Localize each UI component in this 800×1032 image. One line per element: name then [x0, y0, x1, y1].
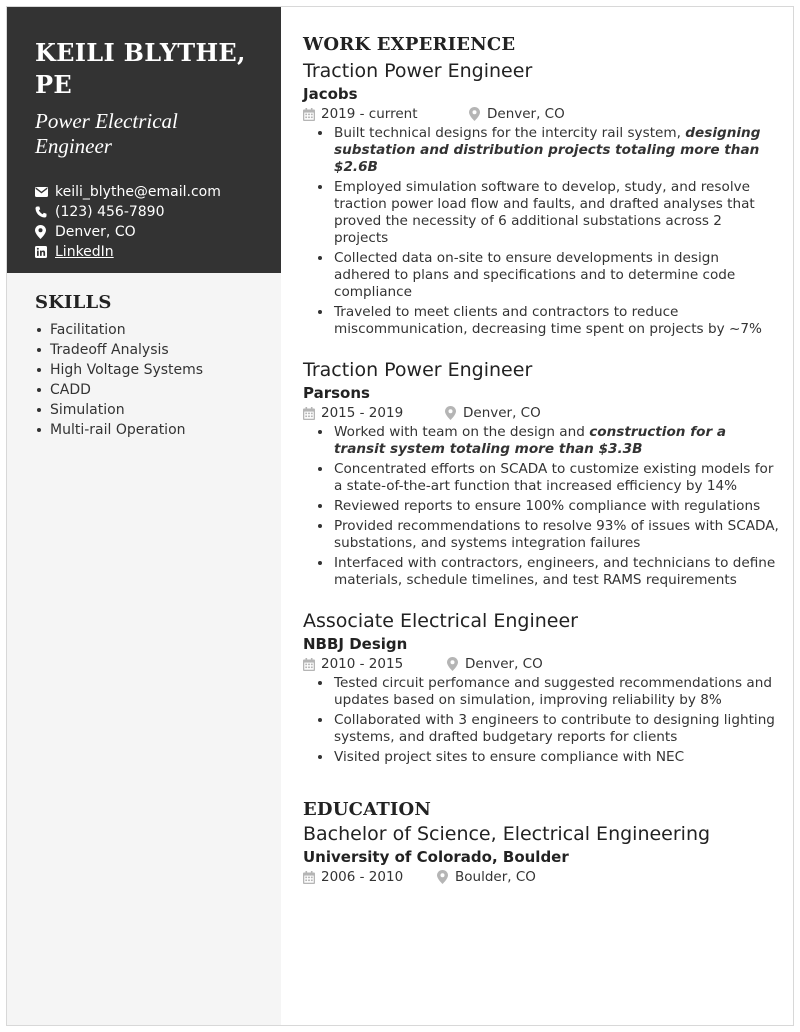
company-name: NBBJ Design: [303, 635, 408, 653]
contact-linkedin: [35, 242, 253, 262]
job-bullet: Collaborated with 3 engineers to contribute to designing lighting systems, and drafted budgetary reports for clients: [334, 712, 779, 746]
skill-item: CADD: [35, 380, 265, 400]
candidate-title: Power Electrical Engineer: [35, 109, 178, 158]
resume-page: [6, 6, 794, 1026]
sidebar: [7, 7, 281, 1026]
school-name: University of Colorado, Boulder: [303, 848, 569, 866]
skills-section: [35, 291, 265, 440]
job-dates: 2015 - 2019: [321, 405, 404, 421]
contact-location: [35, 222, 253, 242]
map-pin-icon: [447, 657, 465, 671]
map-pin-icon: [437, 870, 455, 884]
calendar-icon: [303, 871, 321, 884]
phone-icon: [35, 206, 55, 218]
map-pin-icon: [469, 107, 487, 121]
location-text: Denver, CO: [55, 224, 136, 240]
linkedin-icon: [35, 246, 55, 258]
education-location: Boulder, CO: [455, 869, 536, 885]
main-content: [303, 33, 779, 887]
job-dates: 2010 - 2015: [321, 656, 404, 672]
job-bullet: Collected data on-site to ensure developments in design adhered to plans and specifications and to determine code compliance: [334, 250, 779, 301]
skill-item: Simulation: [35, 400, 265, 420]
skills-heading: SKILLS: [35, 292, 112, 313]
contact-list: [35, 182, 253, 262]
education-heading: EDUCATION: [303, 799, 432, 820]
company-name: Jacobs: [303, 85, 358, 103]
job-bullets: [303, 125, 779, 338]
job-bullets: [303, 424, 779, 589]
job-meta: [303, 654, 779, 674]
phone-text[interactable]: (123) 456-7890: [55, 204, 165, 220]
education-meta: [303, 867, 779, 887]
job-location: Denver, CO: [487, 106, 565, 122]
job-bullet: Interfaced with contractors, engineers, and technicians to define materials, schedule timelines, and test RAMS requirements: [334, 555, 779, 589]
sidebar-header: [7, 7, 281, 273]
job-meta: [303, 403, 779, 423]
education-section: [303, 798, 779, 887]
skill-item: Facilitation: [35, 320, 265, 340]
degree: Bachelor of Science, Electrical Engineering: [303, 823, 711, 845]
job-bullet: Built technical designs for the intercity rail system, designing substation and distribution projects totaling more than $2.6B: [334, 125, 779, 176]
job-entry: [303, 358, 779, 589]
skill-item: High Voltage Systems: [35, 360, 265, 380]
job-location: Denver, CO: [463, 405, 541, 421]
skill-item: Tradeoff Analysis: [35, 340, 265, 360]
job-entry: [303, 609, 779, 766]
education-dates: 2006 - 2010: [321, 869, 404, 885]
envelope-icon: [35, 187, 55, 197]
calendar-icon: [303, 658, 321, 671]
job-title: Traction Power Engineer: [303, 359, 533, 381]
calendar-icon: [303, 108, 321, 121]
job-bullet: Provided recommendations to resolve 93% of issues with SCADA, substations, and systems integration failures: [334, 518, 779, 551]
job-title: Traction Power Engineer: [303, 60, 533, 82]
job-entry: [303, 59, 779, 338]
job-bullet: Tested circuit perfomance and suggested recommendations and updates based on simulation, improving reliability by 8%: [334, 675, 779, 709]
company-name: Parsons: [303, 384, 370, 402]
calendar-icon: [303, 407, 321, 420]
job-bullets: [303, 675, 779, 766]
map-pin-icon: [445, 406, 463, 420]
job-location: Denver, CO: [465, 656, 543, 672]
job-bullet: Reviewed reports to ensure 100% compliance with regulations: [334, 498, 779, 515]
job-bullet: Employed simulation software to develop, study, and resolve traction power load flow and faults, and drafted analyses that proved the necessity of 6 additional substations across 2 projects: [334, 179, 779, 247]
contact-email: [35, 182, 253, 202]
skills-list: [35, 320, 265, 440]
email-text[interactable]: keili_blythe@email.com: [55, 184, 221, 200]
job-meta: [303, 104, 779, 124]
job-dates: 2019 - current: [321, 106, 418, 122]
map-pin-icon: [35, 225, 55, 239]
candidate-name: KEILI BLYTHE, PE: [35, 38, 246, 99]
job-bullet: Worked with team on the design and construction for a transit system totaling more than $3.3B: [334, 424, 779, 458]
job-bullet: Traveled to meet clients and contractors to reduce miscommunication, decreasing time spent on projects by ~7%: [334, 304, 779, 338]
contact-phone: [35, 202, 253, 222]
linkedin-link[interactable]: LinkedIn: [55, 244, 114, 260]
job-bullet: Visited project sites to ensure compliance with NEC: [334, 749, 779, 766]
work-experience-heading: WORK EXPERIENCE: [303, 34, 516, 55]
job-title: Associate Electrical Engineer: [303, 610, 578, 632]
skill-item: Multi-rail Operation: [35, 420, 265, 440]
job-bullet: Concentrated efforts on SCADA to customize existing models for a state-of-the-art function that increased efficiency by 14%: [334, 461, 779, 495]
